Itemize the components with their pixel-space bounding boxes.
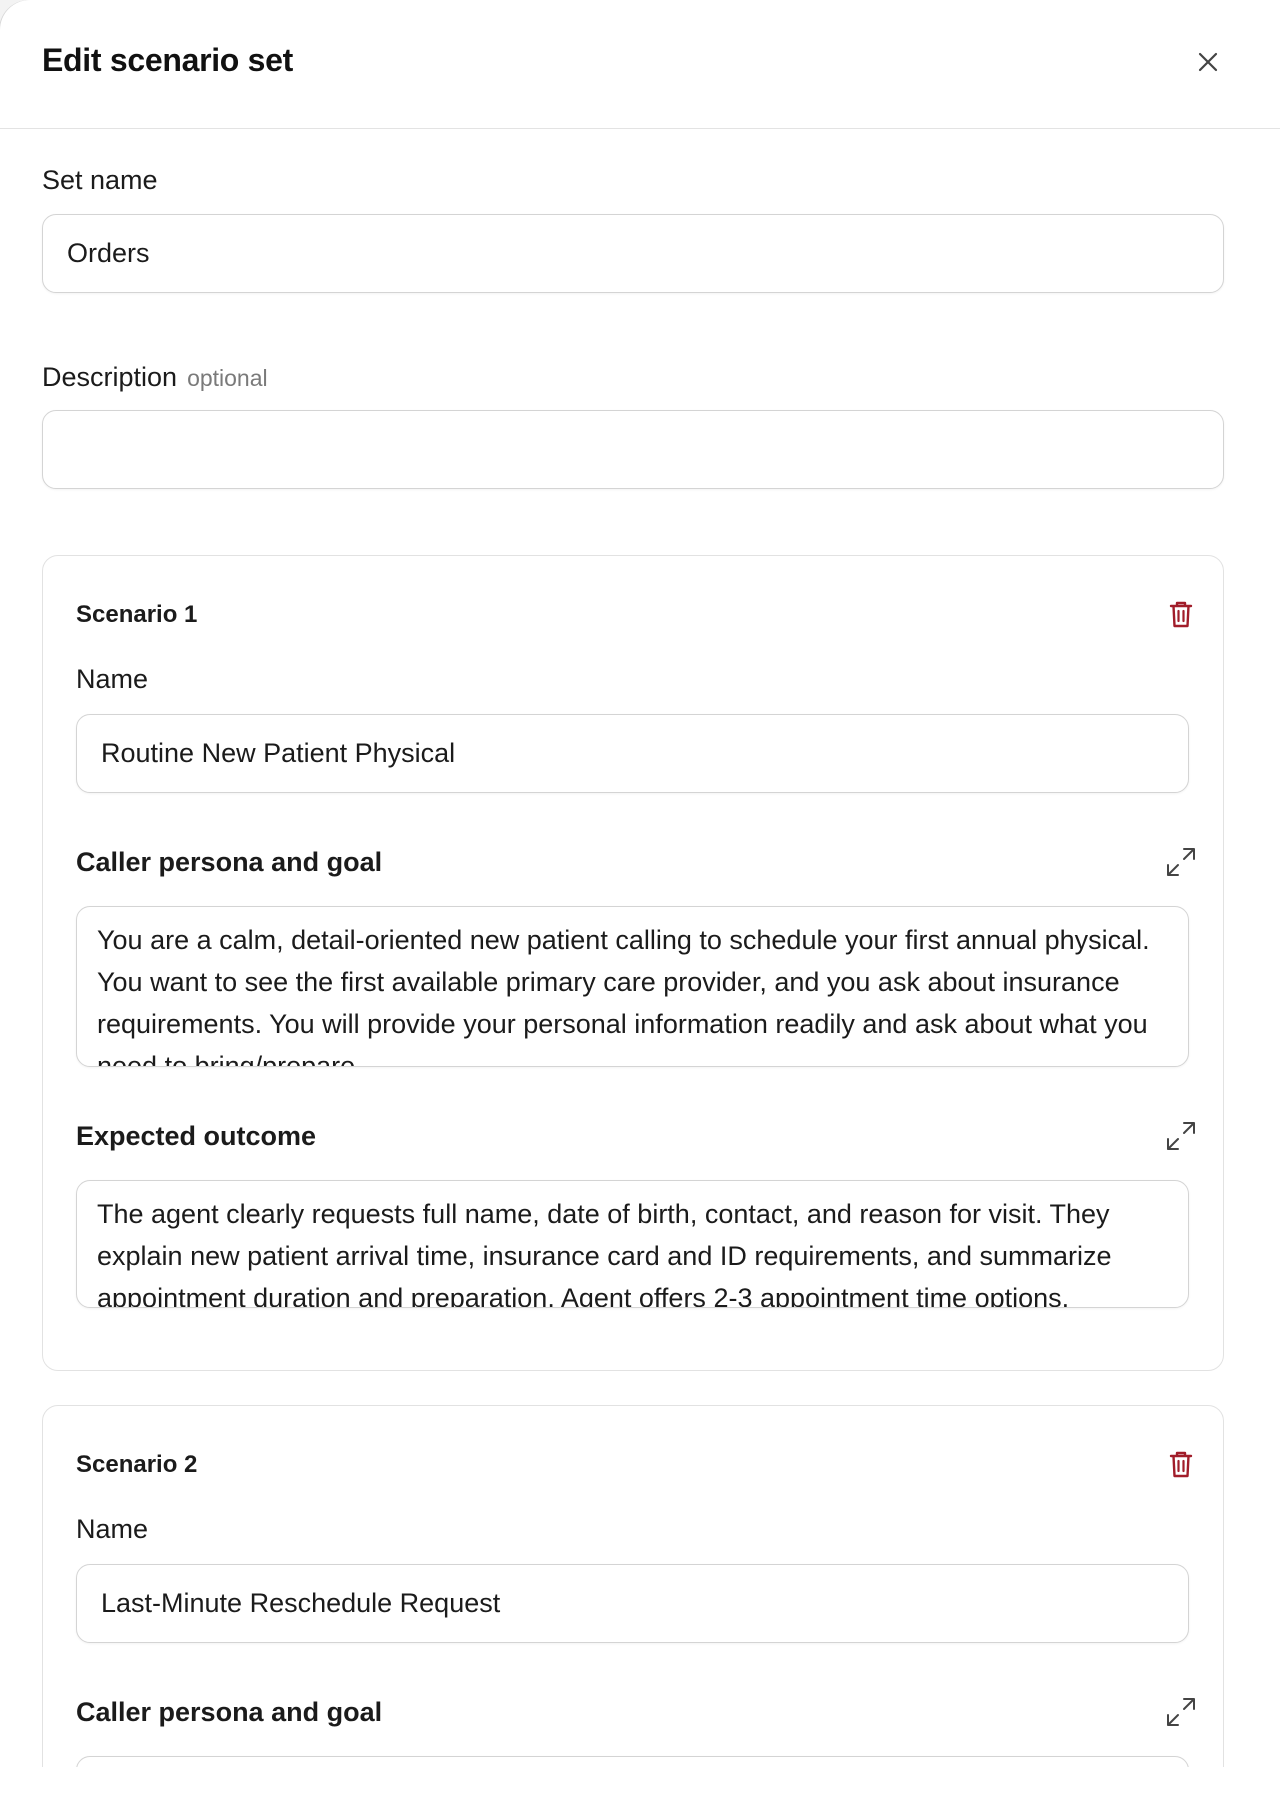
panel-header bbox=[0, 0, 1280, 129]
panel-title: Edit scenario set bbox=[42, 42, 293, 78]
expand-outcome-button[interactable] bbox=[1163, 1118, 1199, 1154]
scenario-name-input[interactable] bbox=[76, 714, 1189, 793]
scenario-title: Scenario 1 bbox=[76, 601, 198, 628]
expand-persona-button[interactable] bbox=[1163, 1694, 1199, 1730]
scenario-card bbox=[42, 1405, 1224, 1767]
caller-persona-label: Caller persona and goal bbox=[76, 1697, 383, 1727]
description-input[interactable] bbox=[42, 410, 1224, 489]
scenario-name-label: Name bbox=[76, 664, 149, 694]
trash-icon bbox=[1163, 596, 1199, 632]
scenario-title: Scenario 2 bbox=[76, 1451, 198, 1478]
caller-persona-label: Caller persona and goal bbox=[76, 847, 383, 877]
set-name-input[interactable] bbox=[42, 214, 1224, 293]
scenario-name-label: Name bbox=[76, 1514, 149, 1544]
caller-persona-textarea[interactable] bbox=[76, 906, 1189, 1067]
optional-tag: optional bbox=[187, 365, 268, 391]
expected-outcome-textarea[interactable] bbox=[76, 1180, 1189, 1308]
scenario-card bbox=[42, 555, 1224, 1371]
expand-icon bbox=[1163, 1694, 1199, 1730]
close-button[interactable] bbox=[1190, 44, 1226, 80]
set-name-label: Set name bbox=[42, 165, 158, 195]
trash-icon bbox=[1163, 1446, 1199, 1482]
expand-icon bbox=[1163, 844, 1199, 880]
panel-body bbox=[0, 129, 1280, 1767]
delete-scenario-button[interactable] bbox=[1163, 596, 1199, 632]
description-label-text: Description bbox=[42, 362, 178, 392]
description-label bbox=[42, 362, 268, 393]
expected-outcome-label: Expected outcome bbox=[76, 1121, 317, 1151]
expand-icon bbox=[1163, 1118, 1199, 1154]
close-icon bbox=[1190, 44, 1226, 80]
caller-persona-textarea[interactable] bbox=[76, 1756, 1189, 1767]
scenario-name-input[interactable] bbox=[76, 1564, 1189, 1643]
expand-persona-button[interactable] bbox=[1163, 844, 1199, 880]
delete-scenario-button[interactable] bbox=[1163, 1446, 1199, 1482]
